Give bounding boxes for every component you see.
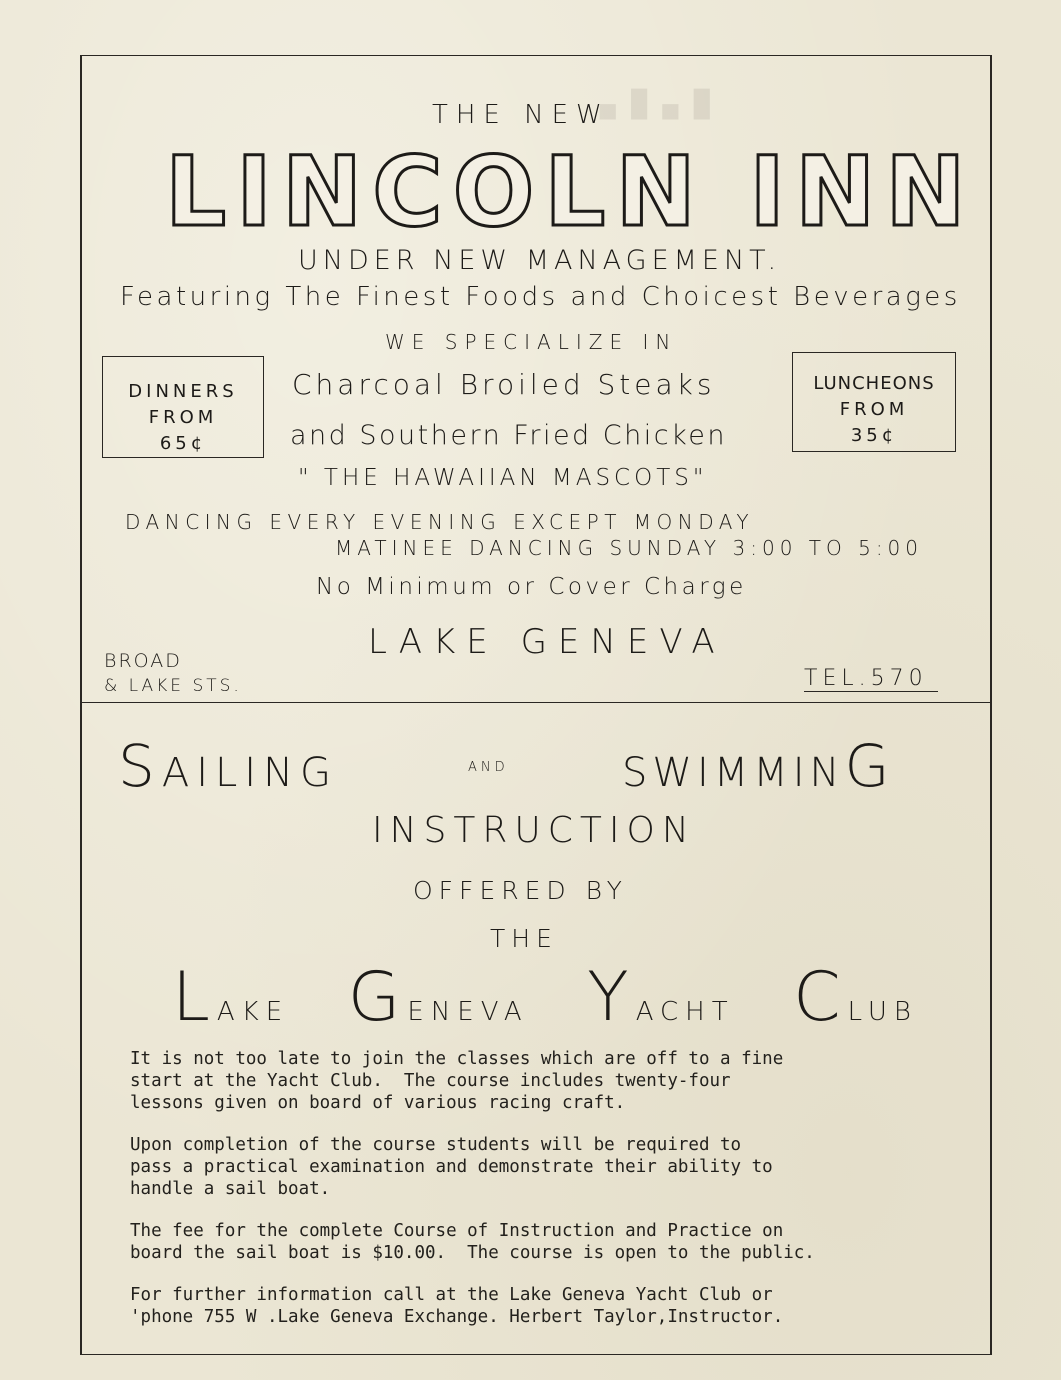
- address-line-1: BROAD: [104, 650, 182, 672]
- the-line: THE: [490, 924, 558, 953]
- luncheons-price: 35¢: [850, 425, 898, 446]
- band-name: " THE HAWAIIAN MASCOTS": [298, 465, 708, 491]
- club-initial: C: [793, 958, 848, 1037]
- lake-initial: L: [172, 958, 217, 1037]
- paragraph-classes: It is not too late to join the classes which are off to a fine start at the Yacht Club. The course includes twenty-four lessons given on board of various racing craft.: [130, 1049, 784, 1113]
- sailing-heading: [118, 732, 338, 800]
- swimming-rest: SWIMMIN: [622, 750, 845, 796]
- telephone-number: TEL.570: [804, 666, 938, 692]
- city-name: LAKE GENEVA: [368, 622, 726, 662]
- dish-steaks: Charcoal Broiled Steaks: [292, 368, 716, 401]
- paragraph-fee: The fee for the complete Course of Instruction and Practice on board the sail boat is $10.00. The course is open to the public.: [130, 1221, 815, 1263]
- dinners-price-box: [102, 356, 264, 458]
- address-line-2: & LAKE STS.: [104, 676, 242, 696]
- dinners-label: DINNERS: [128, 381, 238, 402]
- ad-kicker: THE NEW: [432, 100, 610, 130]
- yacht-rest: ACHT: [635, 997, 735, 1027]
- dancing-schedule: DANCING EVERY EVENING EXCEPT MONDAY: [125, 510, 755, 534]
- bleed-through-texture: █ ▄ █ ▄: [600, 90, 710, 120]
- swimming-heading: [622, 732, 894, 800]
- specialize-line: WE SPECIALIZE IN: [385, 330, 678, 354]
- paragraph-completion: Upon completion of the course students will be required to pass a practical examination and demonstrate their ability to handle a sail boat.: [130, 1135, 773, 1199]
- dish-chicken: and Southern Fried Chicken: [290, 420, 727, 451]
- lake-rest: AKE: [216, 997, 290, 1027]
- and-word: AND: [468, 760, 509, 775]
- paragraph-contact: For further information call at the Lake Geneva Yacht Club or 'phone 755 W .Lake Geneva Exchange. Herbert Taylor,Instructor.: [130, 1285, 784, 1327]
- club-rest: LUB: [847, 997, 918, 1027]
- sailing-initial: S: [118, 732, 162, 800]
- offered-by-line: OFFERED BY: [413, 876, 628, 905]
- featuring-line: Featuring The Finest Foods and Choicest Beverages: [120, 282, 961, 312]
- yacht-initial: Y: [587, 958, 636, 1037]
- no-minimum-line: No Minimum or Cover Charge: [316, 574, 747, 600]
- management-line: UNDER NEW MANAGEMENT.: [298, 245, 782, 276]
- inn-name-title: LINCOLN INN: [165, 136, 976, 248]
- luncheons-from: FROM: [839, 399, 909, 420]
- dinners-from: FROM: [148, 407, 218, 428]
- geneva-initial: G: [347, 958, 408, 1037]
- matinee-schedule: MATINEE DANCING SUNDAY 3:00 TO 5:00: [335, 536, 924, 560]
- sailing-rest: AILING: [161, 750, 338, 796]
- instruction-heading: INSTRUCTION: [372, 810, 696, 851]
- club-name-heading: [172, 958, 918, 1037]
- luncheons-price-box: [792, 352, 956, 452]
- dinners-price: 65¢: [159, 433, 207, 454]
- geneva-rest: ENEVA: [407, 997, 529, 1027]
- luncheons-label: LUNCHEONS: [813, 373, 935, 394]
- section-divider: [80, 702, 990, 703]
- swimming-final: G: [844, 732, 895, 800]
